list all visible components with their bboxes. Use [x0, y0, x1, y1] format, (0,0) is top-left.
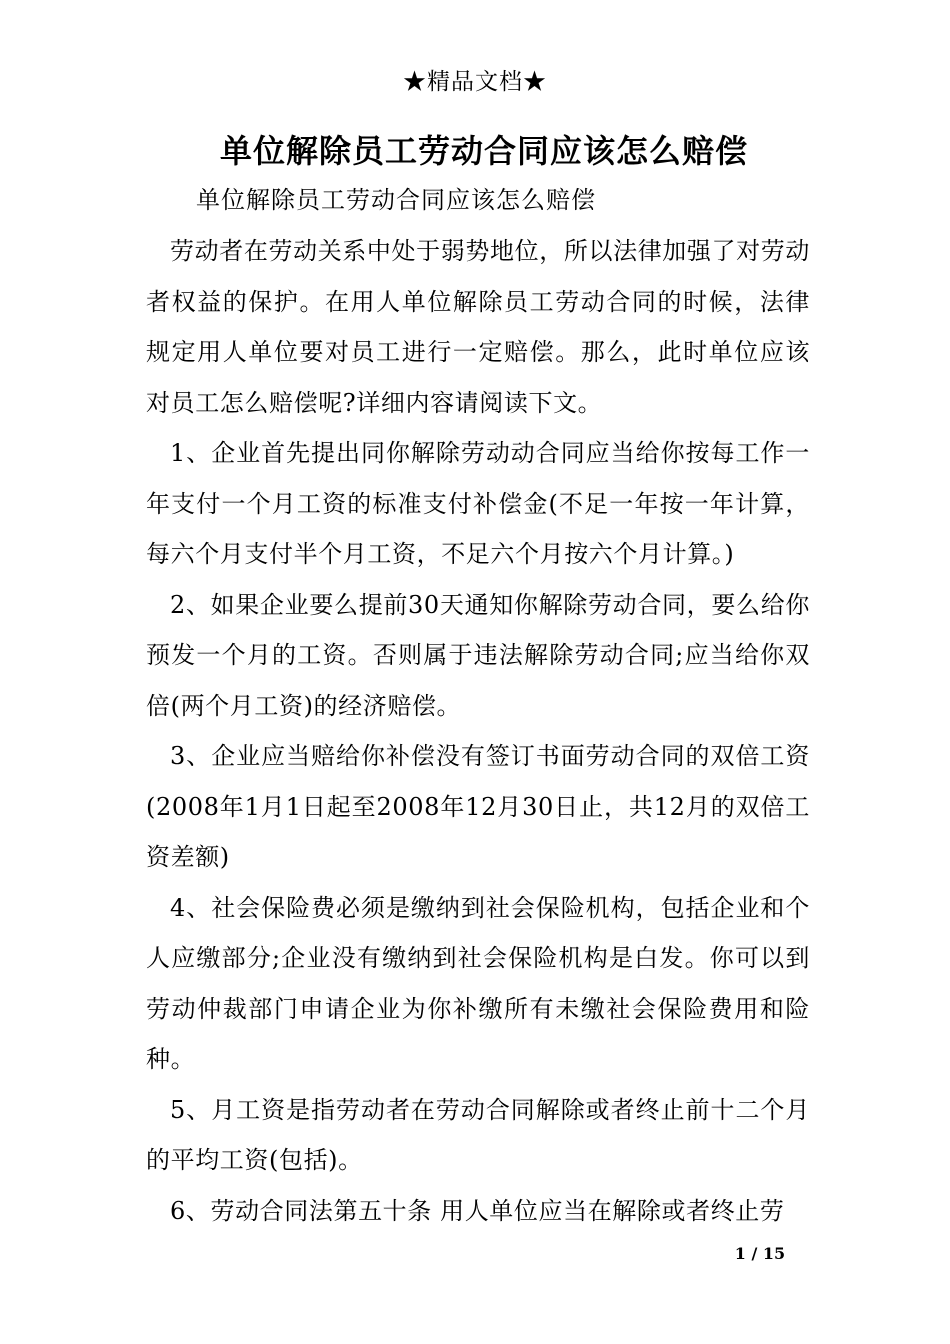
- paragraph-intro: 劳动者在劳动关系中处于弱势地位，所以法律加强了对劳动者权益的保护。在用人单位解除员工劳动合同的时候，法律规定用人单位要对员工进行一定赔偿。那么，此时单位应该对员工怎么赔偿呢?详细内容请阅读下文。: [146, 237, 810, 417]
- paragraph-item-1: 1、企业首先提出同你解除劳动动合同应当给你按每工作一年支付一个月工资的标准支付补偿金(不足一年按一年计算，每六个月支付半个月工资，不足六个月按六个月计算。): [146, 439, 810, 568]
- paragraph-item-5: 5、月工资是指劳动者在劳动合同解除或者终止前十二个月的平均工资(包括)。: [146, 1095, 810, 1174]
- page-number: 1 / 15: [734, 1244, 786, 1263]
- paragraph-item-4: 4、社会保险费必须是缴纳到社会保险机构，包括企业和个人应缴部分;企业没有缴纳到社会保险机构是白发。你可以到劳动仲裁部门申请企业为你补缴所有未缴社会保险费用和险种。: [146, 893, 810, 1073]
- paragraph-item-6: 6、劳动合同法第五十条 用人单位应当在解除或者终止劳: [170, 1196, 785, 1225]
- document-body: [146, 226, 810, 1236]
- paragraph-item-2: 2、如果企业要么提前30天通知你解除劳动合同，要么给你预发一个月的工资。否则属于违法解除劳动合同;应当给你双倍(两个月工资)的经济赔偿。: [146, 590, 810, 720]
- document-subtitle: 单位解除员工劳动合同应该怎么赔偿: [196, 186, 596, 214]
- document-title: 单位解除员工劳动合同应该怎么赔偿: [219, 132, 748, 170]
- paragraph-item-3: 3、企业应当赔给你补偿没有签订书面劳动合同的双倍工资(2008年1月1日起至2008年12月30日止，共12月的双倍工资差额): [146, 742, 810, 871]
- header-mark: ★精品文档★: [403, 69, 547, 95]
